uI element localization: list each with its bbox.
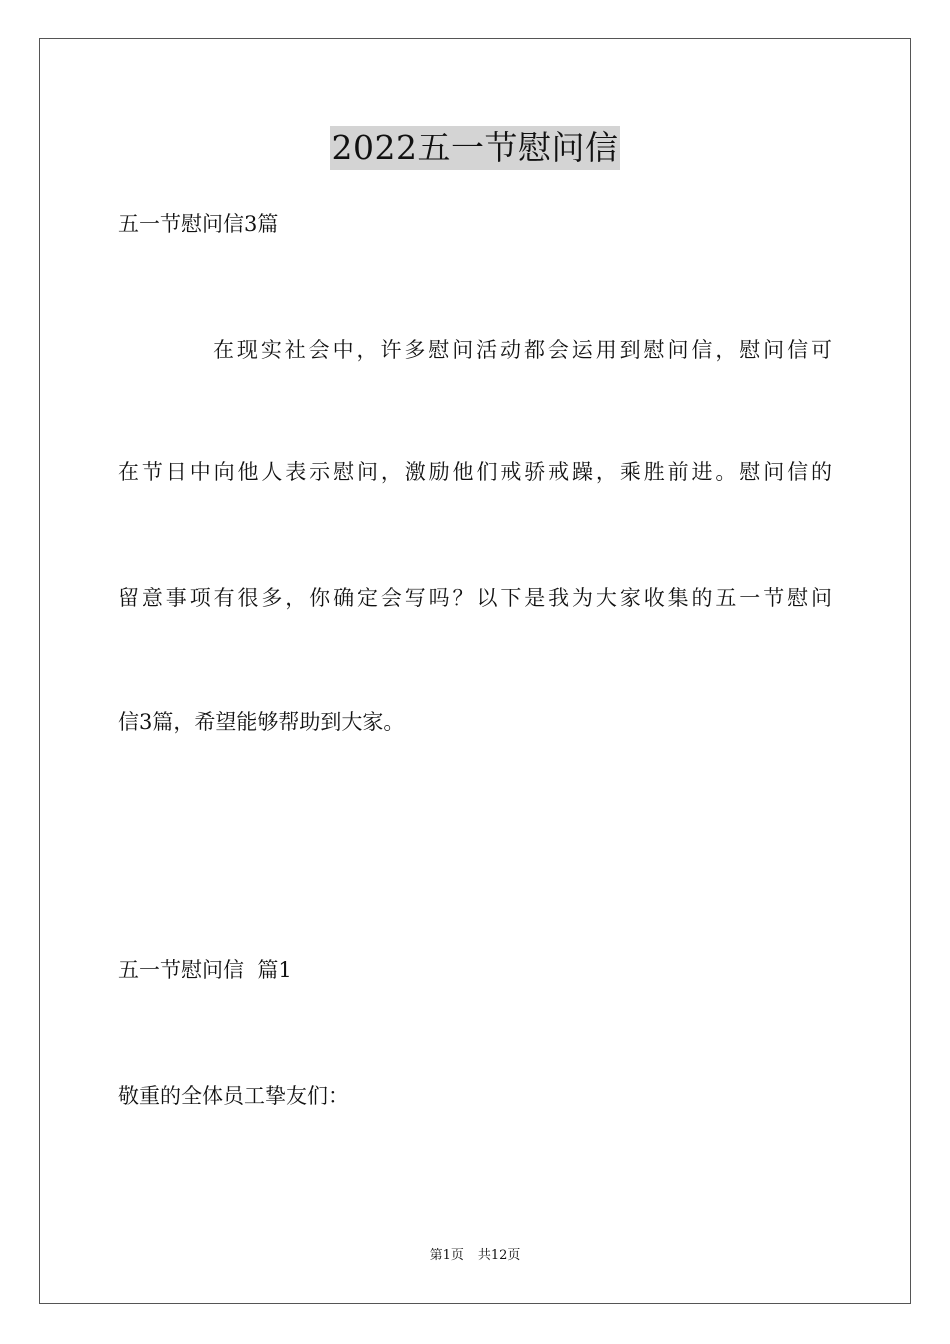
intro-line-3: 留意事项有很多，你确定会写吗？以下是我为大家收集的五一节慰问 bbox=[118, 586, 832, 610]
salutation: 敬重的全体员工挚友们： bbox=[118, 1084, 349, 1108]
document-subtitle: 五一节慰问信3篇 bbox=[118, 212, 279, 236]
intro-line-2: 在节日中向他人表示慰问，激励他们戒骄戒躁，乘胜前进。慰问信的 bbox=[118, 460, 832, 484]
document-title: 2022五一节慰问信 bbox=[330, 126, 621, 170]
page-number-current: 第1页 bbox=[429, 1248, 464, 1263]
intro-line-1: 在现实社会中，许多慰问活动都会运用到慰问信，慰问信可 bbox=[213, 338, 832, 362]
title-container bbox=[0, 126, 950, 170]
intro-line-4: 信3篇，希望能够帮助到大家。 bbox=[118, 710, 405, 734]
section-heading: 五一节慰问信 篇1 bbox=[118, 958, 292, 982]
page-number-total: 共12页 bbox=[477, 1248, 521, 1263]
page-footer bbox=[0, 1247, 950, 1265]
